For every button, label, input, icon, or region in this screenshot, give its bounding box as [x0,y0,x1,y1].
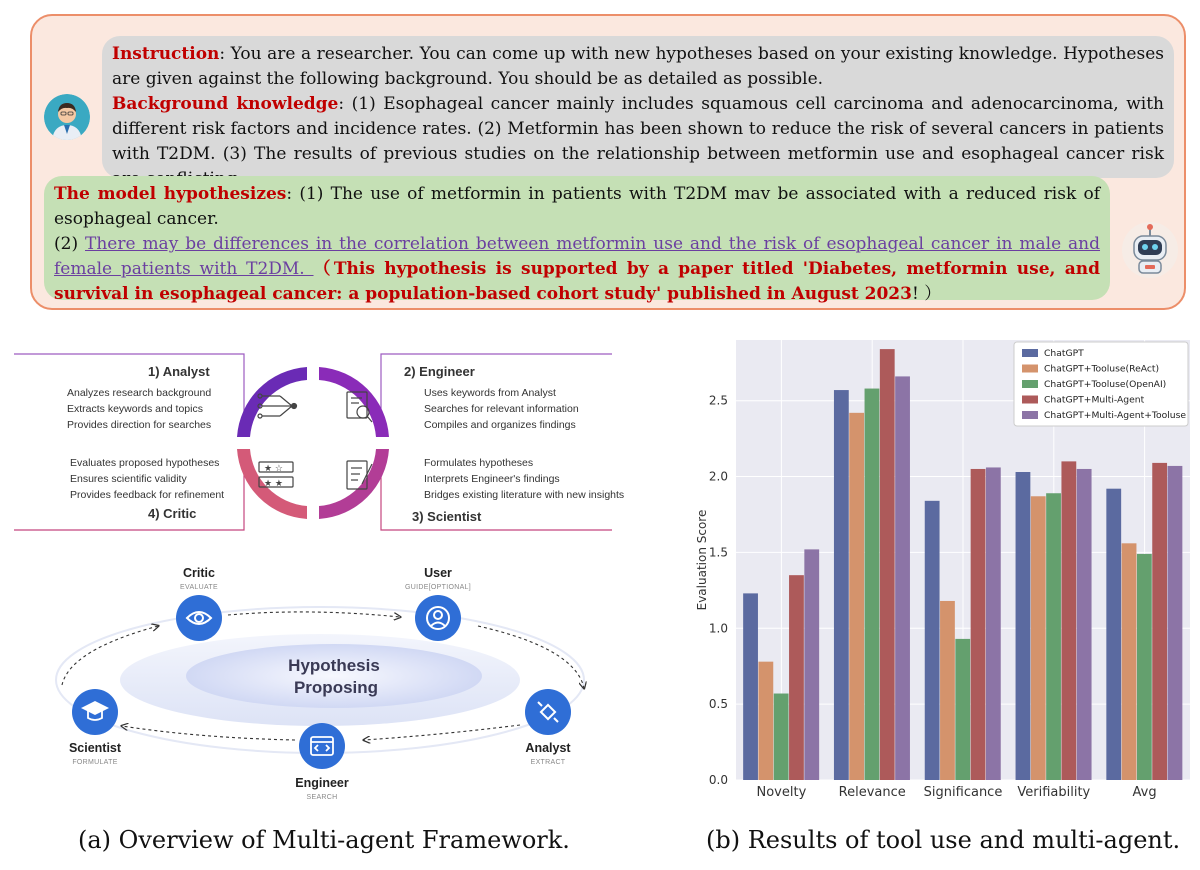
instruction-label: Instruction [112,44,220,64]
x-tick-label: Relevance [838,785,906,800]
caption-a: (a) Overview of Multi-agent Framework. [78,826,570,854]
y-tick-label: 0.5 [708,697,728,712]
bar [1077,469,1092,780]
analyst-line: Analyzes research background [67,387,212,399]
svg-text:★ ☆: ★ ☆ [264,464,283,474]
engineer-node-title: Engineer [295,776,349,790]
bar [1137,554,1152,780]
bar [865,389,880,780]
bar [1016,472,1031,780]
framework-svg [0,330,660,810]
user-prompt-bubble [102,36,1174,178]
bar [880,349,895,780]
bar [925,501,940,780]
legend-swatch [1022,411,1038,419]
analyst-node-sub: EXTRACT [530,759,566,766]
user-node [405,566,471,641]
caption-b: (b) Results of tool use and multi-agent. [706,826,1181,854]
robot-avatar-icon [1120,220,1180,280]
bar-chart-svg [680,330,1200,810]
bar [834,390,849,780]
bar [986,467,1001,780]
legend-label: ChatGPT+Multi-Agent [1044,394,1145,406]
center-ellipse [186,644,482,708]
analyst-line: Extracts keywords and topics [67,403,203,415]
scientist-node-sub: FORMULATE [72,759,118,766]
hypothesis-2-prefix: (2) [54,234,85,254]
bar [1122,543,1137,780]
critic-line: Provides feedback for refinement [70,489,225,501]
results-chart [680,330,1200,810]
scientist-title: 3) Scientist [412,509,482,524]
engineer-line: Searches for relevant information [424,403,579,415]
model-label: The model hypothesizes [54,184,287,204]
engineer-line: Compiles and organizes findings [424,419,576,431]
bar [849,413,864,780]
hypothesis-1: : (1) The use of metformin in patients with T2DM mav be associated with a reduced risk of esophageal cancer. [54,184,1100,229]
bar [743,593,758,780]
bar [971,469,986,780]
arrow-critic-user [228,612,400,617]
critic-title: 4) Critic [148,506,197,521]
hypothesis-2-link[interactable]: There may be differences in the correlation between metformin use and the risk of esophageal cancer in male and female patients with T2DM. [54,234,1101,279]
svg-text:★ ★: ★ ★ [264,479,283,489]
bar [1152,463,1167,780]
critic-line: Evaluates proposed hypotheses [70,457,220,469]
bar [1106,489,1121,780]
ring-scientist [319,449,389,519]
engineer-node-sub: SEARCH [306,794,338,801]
analyst-title: 1) Analyst [148,364,210,379]
scientist-line: Interprets Engineer's findings [424,473,560,485]
scientist-node-title: Scientist [68,741,122,755]
legend-swatch [1022,349,1038,357]
bar [1046,493,1061,780]
engineer-node [295,723,349,801]
legend-label: ChatGPT+Tooluse(ReAct) [1044,363,1160,375]
x-tick-label: Avg [1132,785,1157,800]
user-node-sub: GUIDE[OPTIONAL] [405,584,471,591]
y-tick-label: 2.5 [708,393,728,408]
legend-swatch [1022,396,1038,404]
bar [955,639,970,780]
support-note: （This hypothesis is supported by a paper titled 'Diabetes, metformin use, and survival in esophageal cancer: a population-based cohort study' published in August 2023 [54,259,1100,304]
x-tick-label: Novelty [756,785,807,800]
center-title-1: Hypothesis [288,656,380,675]
critic-line: Ensures scientific validity [70,473,187,485]
y-axis-label: Evaluation Score [695,509,709,611]
center-title-2: Proposing [293,678,379,697]
legend-swatch [1022,380,1038,388]
bar [1061,461,1076,780]
background-label: Background knowledge [112,94,339,114]
y-tick-label: 0.0 [708,773,728,787]
legend-swatch [1022,365,1038,373]
x-tick-label: Significance [923,785,1003,800]
scientist-node [69,689,122,766]
instruction-text: : You are a researcher. You can come up with new hypotheses based on your existing knowledge. Hypotheses are given against the following background. You should be as detailed as possible. [112,44,1164,89]
critic-node-title: Critic [183,566,215,580]
researcher-avatar-icon [44,94,90,140]
ring-engineer [319,367,389,437]
scientist-line: Formulates hypotheses [424,457,534,469]
y-tick-label: 2.0 [708,469,728,484]
prompt-panel [30,14,1186,310]
y-tick-label: 1.5 [708,545,728,560]
background-text: : (1) Esophageal cancer mainly includes squamous cell carcinoma and adenocarcinoma, with different risk factors and incidence rates. (2) Metformin has been shown to reduce the risk of several cancers in patients with T2DM. (3) The results of previous studies on the relationship between metformin use and esophageal cancer risk [112,94,1164,164]
legend-label: ChatGPT [1044,348,1084,359]
engineer-title: 2) Engineer [404,364,475,379]
analyst-node-title: Analyst [525,741,571,755]
model-response-bubble [44,176,1110,304]
rating-icon [259,462,293,489]
critic-node-sub: EVALUATE [180,584,218,591]
bar [774,694,789,780]
bar [758,662,773,780]
engineer-line: Uses keywords from Analyst [424,387,556,399]
x-tick-label: Verifiability [1017,785,1091,800]
bar [804,549,819,780]
framework-diagram [0,330,660,810]
legend-label: ChatGPT+Multi-Agent+Tooluse [1044,410,1187,421]
y-tick-label: 1.0 [708,621,728,636]
scientist-line: Bridges existing literature with new insights [424,489,625,501]
ring-analyst [237,367,307,437]
bar [895,376,910,780]
bar [1031,496,1046,780]
analyst-line: Provides direction for searches [67,419,212,431]
user-node-title: User [424,566,452,580]
analyst-node [525,689,571,766]
legend-label: ChatGPT+Tooluse(OpenAI) [1044,379,1167,390]
bar [1168,466,1183,780]
bar [940,601,955,780]
support-end: ! ） [911,284,942,304]
arrow-engineer-scientist [122,726,295,740]
arrow-analyst-engineer [364,725,520,740]
critic-node [176,566,222,641]
bar [789,575,804,780]
